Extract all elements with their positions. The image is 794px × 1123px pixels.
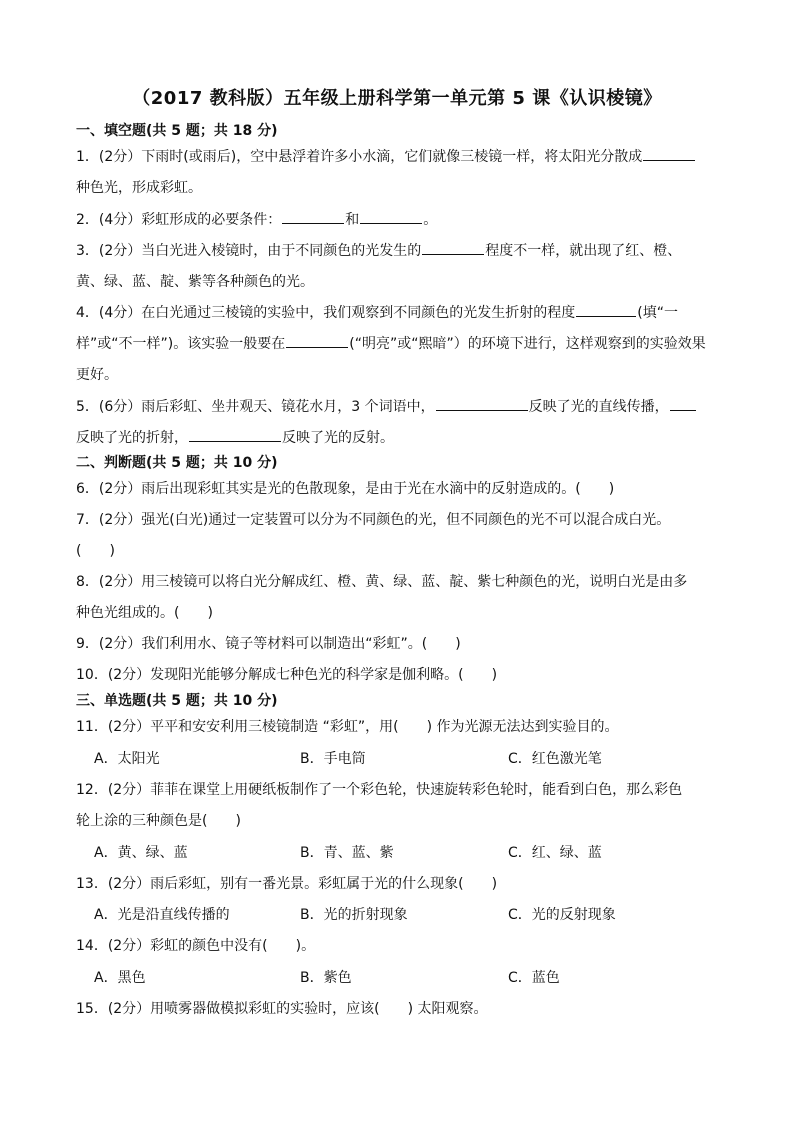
question-12: 12．(2分）菲菲在课堂上用硬纸板制作了一个彩色轮，快速旋转彩色轮时，能看到白色，那么彩色 <box>76 782 683 798</box>
section-heading-fill-in: 一、填空题(共 5 题；共 18 分) <box>76 123 278 139</box>
option-a[interactable]: A．黄、绿、蓝 <box>94 845 188 861</box>
answer-blank[interactable] <box>189 427 281 442</box>
question-15: 15．(2分）用喷雾器做模拟彩虹的实验时，应该( ) 太阳观察。 <box>76 1001 488 1017</box>
question-4-text-b: (填“一 <box>637 305 678 321</box>
question-13: 13．(2分）雨后彩虹，别有一番光景。彩虹属于光的什么现象( ) <box>76 876 498 892</box>
question-1-cont <box>76 177 724 197</box>
question-7-cont[interactable]: ( ) <box>76 543 115 559</box>
answer-blank[interactable] <box>643 146 695 161</box>
option-a[interactable]: A．光是沿直线传播的 <box>94 907 230 923</box>
question-7: 7．(2分）强光(白光)通过一定装置可以分为不同颜色的光，但不同颜色的光不可以混合成白光。 <box>76 512 671 528</box>
question-4-cont-2 <box>76 364 724 384</box>
option-c[interactable]: C．红色激光笔 <box>508 751 602 767</box>
question-1 <box>76 146 724 166</box>
option-c[interactable]: C．红、绿、蓝 <box>508 845 602 861</box>
question-9: 9．(2分）我们利用水、镜子等材料可以制造出“彩虹”。( ) <box>76 636 461 652</box>
question-3-text-b: 程度不一样，就出现了红、橙、 <box>485 243 682 259</box>
question-1-text-a: 1．(2分）下雨时(或雨后)，空中悬浮着许多小水滴，它们就像三棱镜一样，将太阳光分散成 <box>76 149 643 165</box>
question-10: 10．(2分）发现阳光能够分解成七种色光的科学家是伽利略。( ) <box>76 667 498 683</box>
question-2-text-b: 和 <box>345 212 360 228</box>
question-8-cont: 种色光组成的。( ) <box>76 605 213 621</box>
question-2-text-c: 。 <box>423 212 438 228</box>
option-a[interactable]: A．黑色 <box>94 970 146 986</box>
question-1-text-b: 种色光，形成彩虹。 <box>76 180 202 196</box>
question-2 <box>76 209 724 229</box>
option-a[interactable]: A．太阳光 <box>94 751 160 767</box>
option-b[interactable]: B．手电筒 <box>300 751 366 767</box>
question-4-text-c: 样”或“不一样”)。该实验一般要在 <box>76 336 286 352</box>
question-3-text-c: 黄、绿、蓝、靛、紫等各种颜色的光。 <box>76 274 314 290</box>
question-5-text-d: 反映了光的反射。 <box>282 430 394 446</box>
answer-blank[interactable] <box>286 333 348 348</box>
option-c[interactable]: C．蓝色 <box>508 970 560 986</box>
question-3-text-a: 3．(2分）当白光进入棱镜时，由于不同颜色的光发生的 <box>76 243 422 259</box>
question-5-text-a: 5．(6分）雨后彩虹、坐井观天、镜花水月，3 个词语中， <box>76 399 435 415</box>
section-heading-true-false: 二、判断题(共 5 题；共 10 分) <box>76 455 278 471</box>
question-4-text-e: 更好。 <box>76 367 118 383</box>
question-4-cont <box>76 333 724 353</box>
page-title: （2017 教科版）五年级上册科学第一单元第 5 课《认识棱镜》 <box>132 88 662 109</box>
question-2-text-a: 2．(4分）彩虹形成的必要条件： <box>76 212 282 228</box>
question-8: 8．(2分）用三棱镜可以将白光分解成红、橙、黄、绿、蓝、靛、紫七种颜色的光，说明白光是由多 <box>76 574 688 590</box>
question-4-text-d: (“明亮”或“熙暗”）的环境下进行，这样观察到的实验效果 <box>349 336 706 352</box>
question-11: 11．(2分）平平和安安利用三棱镜制造 “彩虹”，用( ) 作为光源无法达到实验目的。 <box>76 719 619 735</box>
question-5-text-b: 反映了光的直线传播， <box>528 399 669 415</box>
answer-blank[interactable] <box>360 209 422 224</box>
answer-blank[interactable] <box>670 396 696 411</box>
question-12-cont: 轮上涂的三种颜色是( ) <box>76 813 241 829</box>
question-14: 14．(2分）彩虹的颜色中没有( )。 <box>76 938 316 954</box>
answer-blank[interactable] <box>282 209 344 224</box>
question-3 <box>76 240 724 260</box>
section-heading-single-choice: 三、单选题(共 5 题；共 10 分) <box>76 693 278 709</box>
question-6: 6．(2分）雨后出现彩虹其实是光的色散现象，是由于光在水滴中的反射造成的。( ) <box>76 481 615 497</box>
question-4-text-a: 4．(4分）在白光通过三棱镜的实验中，我们观察到不同颜色的光发生折射的程度 <box>76 305 576 321</box>
answer-blank[interactable] <box>422 240 484 255</box>
question-4 <box>76 302 724 322</box>
option-b[interactable]: B．光的折射现象 <box>300 907 408 923</box>
question-5 <box>76 396 724 416</box>
option-b[interactable]: B．青、蓝、紫 <box>300 845 394 861</box>
question-3-cont <box>76 271 724 291</box>
question-5-text-c: 反映了光的折射， <box>76 430 188 446</box>
question-5-cont <box>76 427 724 447</box>
answer-blank[interactable] <box>436 396 528 411</box>
option-b[interactable]: B．紫色 <box>300 970 352 986</box>
answer-blank[interactable] <box>576 302 636 317</box>
option-c[interactable]: C．光的反射现象 <box>508 907 616 923</box>
